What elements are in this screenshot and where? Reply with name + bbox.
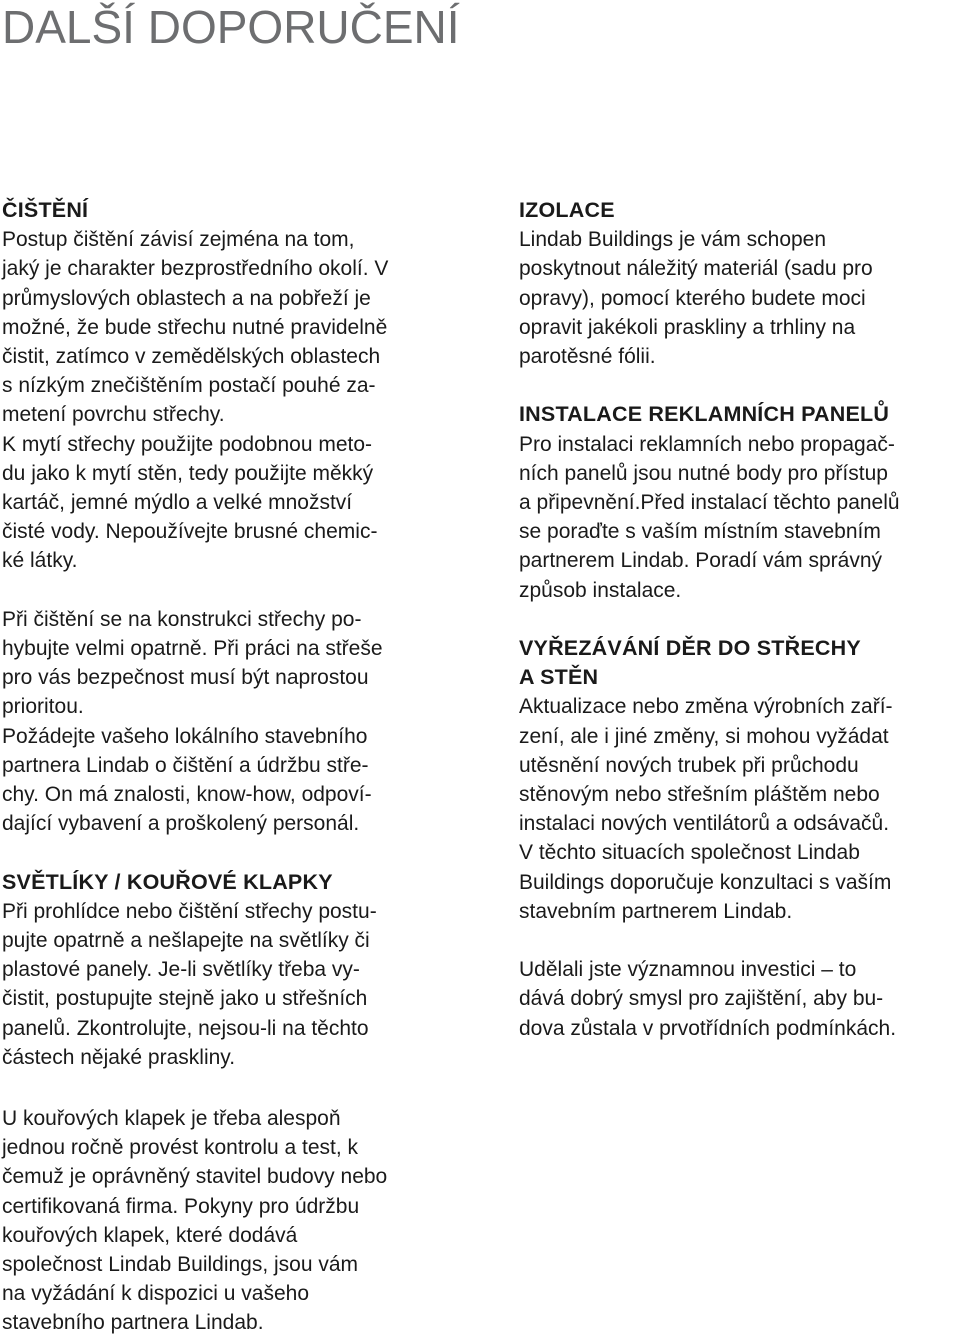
page-title: DALŠÍ DOPORUČENÍ <box>2 1 460 53</box>
text-line: čistit, postupujte stejně jako u střešních <box>2 987 368 1011</box>
text-line: čisté vody. Nepoužívejte brusné chemic- <box>2 520 378 544</box>
text-line: stavebního partnera Lindab. <box>2 1311 264 1335</box>
text-line: Aktualizace nebo změna výrobních zaří- <box>519 695 893 719</box>
section-heading-cleaning: ČIŠTĚNÍ <box>2 198 89 222</box>
text-line: ké látky. <box>2 549 78 573</box>
text-line: s nízkým znečištěním postačí pouhé za- <box>2 374 376 398</box>
text-line: partnerem Lindab. Poradí vám správný <box>519 549 883 573</box>
text-line: opravit jakékoli praskliny a trhliny na <box>519 315 856 339</box>
section-cleaning <box>2 196 472 838</box>
text-line: Lindab Buildings je vám schopen <box>519 228 827 252</box>
text-line: jaký je charakter bezprostředního okolí. V <box>2 257 389 281</box>
text-line: zení, ale i jiné změny, si mohou vyžádat <box>519 724 889 748</box>
text-line: se poraďte s vaším místním stavebním <box>519 520 881 544</box>
text-line: prioritou. <box>2 695 84 719</box>
text-line: partnera Lindab o čištění a údržbu stře- <box>2 753 369 777</box>
text-line: způsob instalace. <box>519 578 682 602</box>
text-line: stavebním partnerem Lindab. <box>519 899 793 923</box>
paragraph-skylights-1 <box>2 897 472 1072</box>
paragraph-spacer <box>2 576 472 605</box>
paragraph-cleaning-2 <box>2 605 472 839</box>
text-line: částech nějaké praskliny. <box>2 1045 236 1069</box>
text-line: pujte opatrně a nešlapejte na světlíky či <box>2 929 370 953</box>
text-line: stěnovým nebo střešním pláštěm nebo <box>519 783 880 807</box>
text-line: du jako k mytí stěn, tedy použijte měkký <box>2 461 374 485</box>
text-line: Při čištění se na konstrukci střechy po- <box>2 607 362 631</box>
text-line: na vyžádání k dispozici u vašeho <box>2 1282 310 1306</box>
text-line: opravy), pomocí kterého budete moci <box>519 286 866 310</box>
paragraph-cleaning-1 <box>2 225 472 575</box>
right-column <box>519 196 959 1043</box>
text-line: Udělali jste významnou investici – to <box>519 958 857 982</box>
text-line: dává dobrý smysl pro zajištění, aby bu- <box>519 987 884 1011</box>
section-spacer <box>519 605 959 634</box>
text-line: chy. On má znalosti, know-how, odpoví- <box>2 783 372 807</box>
left-column <box>2 196 472 1072</box>
section-heading-skylights: SVĚTLÍKY / KOUŘOVÉ KLAPKY <box>2 869 333 894</box>
section-skylights <box>2 868 472 1072</box>
text-line: Buildings doporučuje konzultaci s vaším <box>519 870 892 894</box>
text-line: U kouřových klapek je třeba alespoň <box>2 1107 341 1130</box>
section-advert-panels <box>519 400 959 604</box>
section-spacer <box>2 838 472 867</box>
section-cutting-holes <box>519 634 959 1043</box>
text-line: Pro instalaci reklamních nebo propagač- <box>519 432 895 456</box>
text-line: parotěsné fólii. <box>519 345 656 369</box>
text-line: čistit, zatímco v zemědělských oblastech <box>2 345 381 369</box>
text-line: pro vás bezpečnost musí být naprostou <box>2 666 369 690</box>
text-line: certifikovaná firma. Pokyny pro údržbu <box>2 1194 360 1218</box>
paragraph-spacer <box>519 926 959 955</box>
text-line: jednou ročně provést kontrolu a test, k <box>2 1136 359 1160</box>
section-insulation <box>519 196 959 371</box>
text-line: Postup čištění závisí zejména na tom, <box>2 228 355 252</box>
text-line: K mytí střechy použijte podobnou meto- <box>2 432 373 456</box>
text-line: utěsnění nových trubek při průchodu <box>519 753 859 777</box>
text-line: čemuž je oprávněný stavitel budovy nebo <box>2 1165 388 1189</box>
text-line: instalaci nových ventilátorů a odsávačů. <box>519 812 890 836</box>
text-line: panelů. Zkontrolujte, nejsou-li na těchto <box>2 1016 369 1040</box>
text-line: a připevnění.Před instalací těchto panelů <box>519 491 900 515</box>
text-line: V těchto situacích společnost Lindab <box>519 841 860 865</box>
section-spacer <box>519 371 959 400</box>
text-line: kouřových klapek, které dodává <box>2 1223 298 1247</box>
section-heading-advert-panels: INSTALACE REKLAMNÍCH PANELŮ <box>519 402 890 427</box>
text-line: Při prohlídce nebo čištění střechy postu- <box>2 899 377 923</box>
text-line: metení povrchu střechy. <box>2 403 225 427</box>
section-heading-insulation: IZOLACE <box>519 198 615 222</box>
text-line: poskytnout náležitý materiál (sadu pro <box>519 257 873 281</box>
text-line: dova zůstala v prvotřídních podmínkách. <box>519 1016 897 1040</box>
text-line: ních panelů jsou nutné body pro přístup <box>519 461 888 485</box>
text-line: plastové panely. Je-li světlíky třeba vy- <box>2 958 360 982</box>
smoke-flaps-paragraph <box>2 1104 472 1338</box>
text-line: dající vybavení a proškolený personál. <box>2 812 360 836</box>
text-line: společnost Lindab Buildings, jsou vám <box>2 1253 359 1277</box>
text-line: kartáč, jemné mýdlo a velké množství <box>2 491 353 515</box>
section-heading-cutting-holes-cont: A STĚN <box>519 665 599 690</box>
section-heading-cutting-holes: VYŘEZÁVÁNÍ DĚR DO STŘECHY <box>519 636 861 661</box>
text-line: průmyslových oblastech a na pobřeží je <box>2 286 371 310</box>
text-line: možné, že bude střechu nutné pravidelně <box>2 315 388 339</box>
text-line: Požádejte vašeho lokálního stavebního <box>2 724 368 748</box>
text-line: hybujte velmi opatrně. Při práci na střeše <box>2 637 383 661</box>
